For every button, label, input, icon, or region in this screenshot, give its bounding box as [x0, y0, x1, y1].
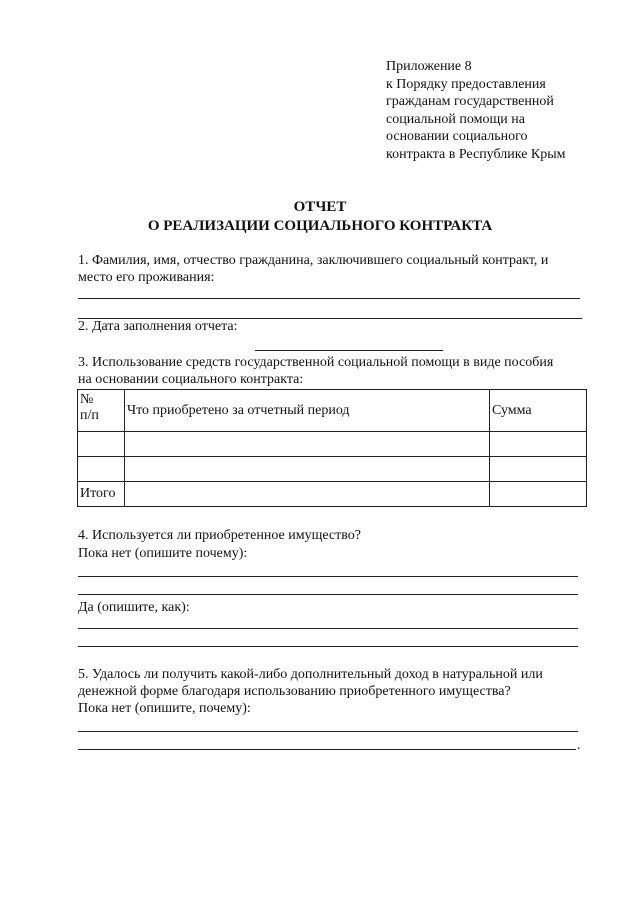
q4-no-answer-line[interactable]: [78, 576, 578, 577]
purchases-table: [77, 389, 587, 507]
appendix-line: Приложение 8: [386, 59, 472, 74]
header-item: Что приобретено за отчетный период: [125, 390, 490, 432]
table-cell[interactable]: [125, 482, 490, 507]
table-cell[interactable]: [125, 457, 490, 482]
header-num: № п/п: [78, 390, 125, 432]
table-total-row: [78, 482, 587, 507]
q3-text-line-1: 3. Использование средств государственной социальной помощи в виде пособия: [78, 355, 554, 370]
q5-answer-line[interactable]: [78, 749, 576, 750]
q2-text: 2. Дата заполнения отчета:: [78, 319, 238, 334]
header-sum: Сумма: [490, 390, 587, 432]
q1-answer-line[interactable]: [78, 298, 580, 299]
total-label: Итого: [78, 482, 125, 507]
title-line-1: ОТЧЕТ: [293, 199, 347, 215]
table-cell[interactable]: [490, 432, 587, 457]
q5-answer-line[interactable]: [78, 731, 578, 732]
report-title: [0, 198, 640, 236]
table-cell[interactable]: [125, 432, 490, 457]
appendix-line: гражданам государственной: [386, 94, 554, 110]
q4-yes-label: Да (опишите, как):: [78, 600, 190, 615]
table-cell[interactable]: [490, 457, 587, 482]
q5-text-line-2: денежной форме благодаря использованию приобретенного имущества?: [78, 684, 511, 699]
table-cell[interactable]: [78, 457, 125, 482]
appendix-line: основании социального: [386, 129, 528, 145]
table-cell[interactable]: [490, 482, 587, 507]
appendix-note: [386, 58, 616, 164]
table-row: [78, 432, 587, 457]
table-cell[interactable]: [78, 432, 125, 457]
q4-text: 4. Используется ли приобретенное имущество?: [78, 528, 361, 543]
q4-no-label: Пока нет (опишите почему):: [78, 546, 248, 561]
table-header-row: [78, 390, 587, 432]
q5-text-line-1: 5. Удалось ли получить какой-либо дополнительный доход в натуральной или: [78, 667, 543, 682]
q4-yes-answer-line[interactable]: [78, 628, 578, 629]
q3-text-line-2: на основании социального контракта:: [78, 372, 304, 387]
end-mark: .: [577, 738, 581, 753]
q1-text-line-2: место его проживания:: [78, 270, 215, 285]
appendix-line: контракта в Республике Крым: [386, 146, 566, 162]
title-line-2: О РЕАЛИЗАЦИИ СОЦИАЛЬНОГО КОНТРАКТА: [147, 218, 493, 234]
appendix-line: социальной помощи на: [386, 111, 525, 127]
q5-no-label: Пока нет (опишите, почему):: [78, 701, 251, 716]
table-row: [78, 457, 587, 482]
q4-yes-answer-line[interactable]: [78, 646, 578, 647]
appendix-line: к Порядку предоставления: [386, 76, 546, 92]
q4-no-answer-line[interactable]: [78, 594, 578, 595]
q2-answer-line[interactable]: [255, 350, 443, 351]
q1-text-line-1: 1. Фамилия, имя, отчество гражданина, заключившего социальный контракт, и: [78, 253, 549, 268]
